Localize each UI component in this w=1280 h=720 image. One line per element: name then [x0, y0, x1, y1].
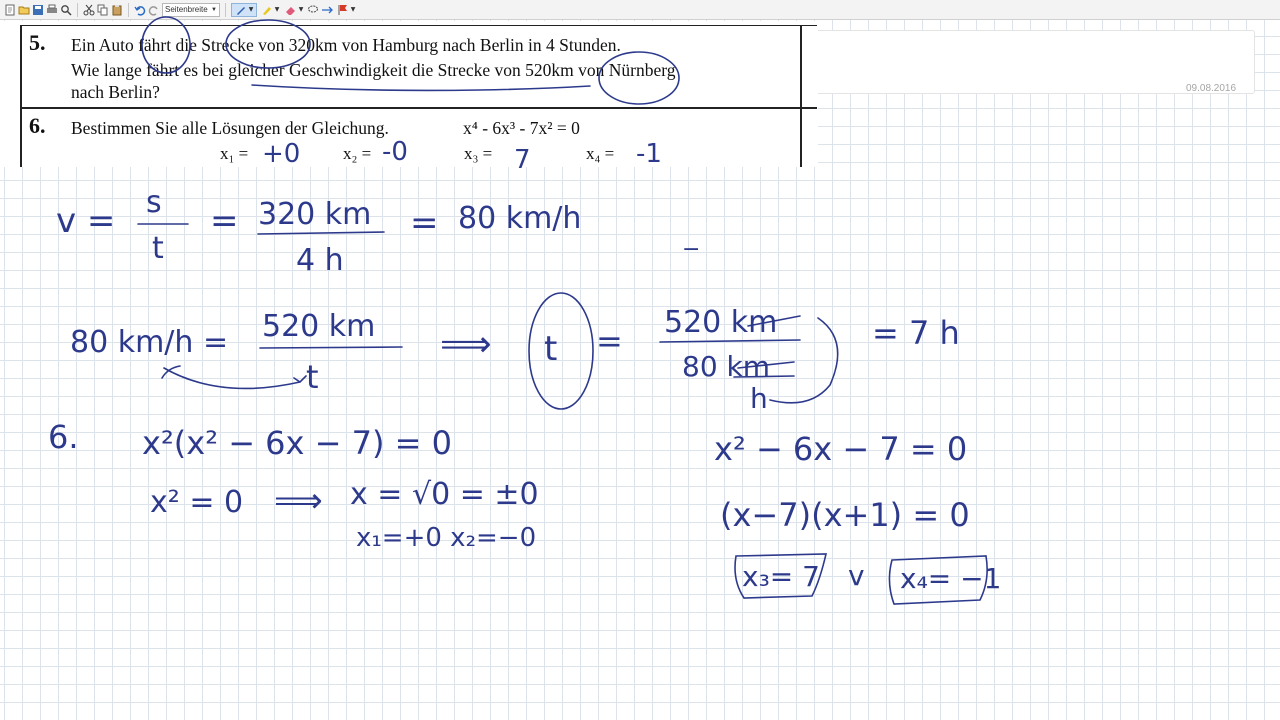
- note-h: h: [750, 382, 768, 415]
- flag-icon: [337, 4, 349, 16]
- note-x4-answer: x₄= −1: [900, 562, 1002, 595]
- note-equals-2: =: [410, 203, 439, 243]
- answer-x1-value: +0: [262, 139, 301, 169]
- fraction-line-520-80: [660, 340, 800, 342]
- note-t-denominator: t: [306, 358, 319, 396]
- note-q6-label: 6.: [48, 418, 79, 456]
- open-icon[interactable]: [18, 4, 30, 16]
- insert-space-icon[interactable]: [321, 4, 333, 16]
- answer-x3-label: x₃ =: [464, 144, 493, 163]
- question-5-line-1: Ein Auto fährt die Strecke von 320km von Hamburg nach Berlin in 4 Stunden.: [71, 35, 621, 55]
- note-equals-3: =: [596, 322, 623, 360]
- chevron-down-icon: ▼: [350, 5, 356, 13]
- ink-cancel-km: [738, 316, 800, 368]
- question-5-line-2: Wie lange fährt es bei gleicher Geschwindigkeit die Strecke von 520km von Nürnberg: [71, 60, 676, 80]
- note-80kmh-lhs: 80 km/h =: [70, 325, 229, 360]
- answer-x4-value: -1: [636, 139, 662, 169]
- question-5-line-3: nach Berlin?: [71, 82, 160, 102]
- ink-box-x4: [889, 556, 987, 604]
- note-t: t: [152, 231, 164, 266]
- question-6-number: 6.: [29, 113, 46, 138]
- highlighter-icon: [261, 4, 273, 16]
- note-x3-answer: x₃= 7: [742, 560, 820, 593]
- note-implies-1: ⟹: [440, 324, 492, 365]
- pen-tool-button[interactable]: [231, 3, 257, 17]
- flag-tool-button[interactable]: [335, 3, 357, 17]
- question-6-text: Bestimmen Sie alle Lösungen der Gleichung.: [71, 118, 389, 138]
- note-v-equals: v =: [56, 201, 116, 241]
- ink-circle-t: [529, 293, 593, 409]
- copy-icon[interactable]: [97, 4, 109, 16]
- note-root: x = √0 = ±0: [350, 477, 539, 512]
- fraction-line-320km-4h: [258, 232, 384, 234]
- print-icon[interactable]: [46, 4, 58, 16]
- new-page-icon[interactable]: [4, 4, 16, 16]
- toolbar-separator: [77, 3, 78, 17]
- note-320km: 320 km: [258, 197, 372, 232]
- chevron-down-icon: ▼: [298, 5, 304, 13]
- redo-icon[interactable]: [148, 4, 160, 16]
- scan-left-rule: [20, 25, 22, 167]
- toolbar-separator: [128, 3, 129, 17]
- note-implies-2: ⟹: [274, 481, 323, 521]
- search-icon[interactable]: [60, 4, 72, 16]
- chevron-down-icon: ▼: [211, 6, 217, 13]
- note-80kmh: 80 km/h: [458, 201, 582, 236]
- question-6-equation: x⁴ - 6x³ - 7x² = 0: [463, 118, 580, 138]
- scan-separator-rule: [20, 107, 817, 109]
- zoom-select-value: Seitenbreite: [165, 5, 208, 14]
- note-equals-1: =: [210, 201, 239, 241]
- chevron-down-icon: ▼: [248, 5, 254, 13]
- note-7h: = 7 h: [872, 314, 960, 352]
- answer-x1-label: x₁ =: [220, 144, 249, 163]
- scan-right-rule-2: [800, 109, 802, 167]
- ink-cancel-arrow: [770, 318, 838, 403]
- note-s: s: [146, 185, 162, 220]
- note-quadratic: x² − 6x − 7 = 0: [714, 430, 968, 468]
- eraser-icon: [285, 4, 297, 16]
- fraction-line-520km-t: [260, 347, 402, 348]
- ink-box-x3: [735, 554, 826, 598]
- scanned-exam-image: [0, 21, 818, 167]
- note-520km: 520 km: [262, 309, 376, 344]
- fraction-line-km-h: [734, 376, 794, 377]
- scan-right-rule: [800, 25, 802, 107]
- answer-x2-value: -0: [382, 137, 408, 167]
- page-date: 09.08.2016: [1186, 83, 1237, 94]
- note-factored-2: (x−7)(x+1) = 0: [720, 496, 970, 534]
- note-4h: 4 h: [296, 243, 344, 278]
- undo-icon[interactable]: [134, 4, 146, 16]
- answer-x4-label: x₄ =: [586, 144, 615, 163]
- note-520km-2: 520 km: [664, 305, 778, 340]
- note-t-circled: t: [544, 329, 558, 369]
- note-or: v: [848, 559, 865, 592]
- note-x2-zero: x² = 0: [150, 485, 244, 520]
- lasso-icon[interactable]: [307, 4, 319, 16]
- note-80km: 80 km: [682, 350, 771, 383]
- answer-x2-label: x₂ =: [343, 144, 372, 163]
- question-5-number: 5.: [29, 30, 46, 55]
- cut-icon[interactable]: [83, 4, 95, 16]
- scan-top-rule: [20, 25, 817, 26]
- eraser-tool-button[interactable]: [283, 3, 305, 17]
- zoom-select[interactable]: [162, 3, 220, 17]
- ink-swap-arrow: [162, 366, 306, 388]
- note-factored: x²(x² − 6x − 7) = 0: [142, 424, 452, 462]
- toolbar: [0, 0, 1280, 20]
- toolbar-separator: [225, 3, 226, 17]
- save-icon[interactable]: [32, 4, 44, 16]
- note-roots-12: x₁=+0 x₂=−0: [356, 523, 537, 553]
- highlighter-tool-button[interactable]: [259, 3, 281, 17]
- answer-x3-value: 7: [514, 145, 531, 175]
- chevron-down-icon: ▼: [274, 5, 280, 13]
- note-stray-dash: −: [682, 237, 701, 262]
- pen-icon: [235, 4, 247, 16]
- paste-icon[interactable]: [111, 4, 123, 16]
